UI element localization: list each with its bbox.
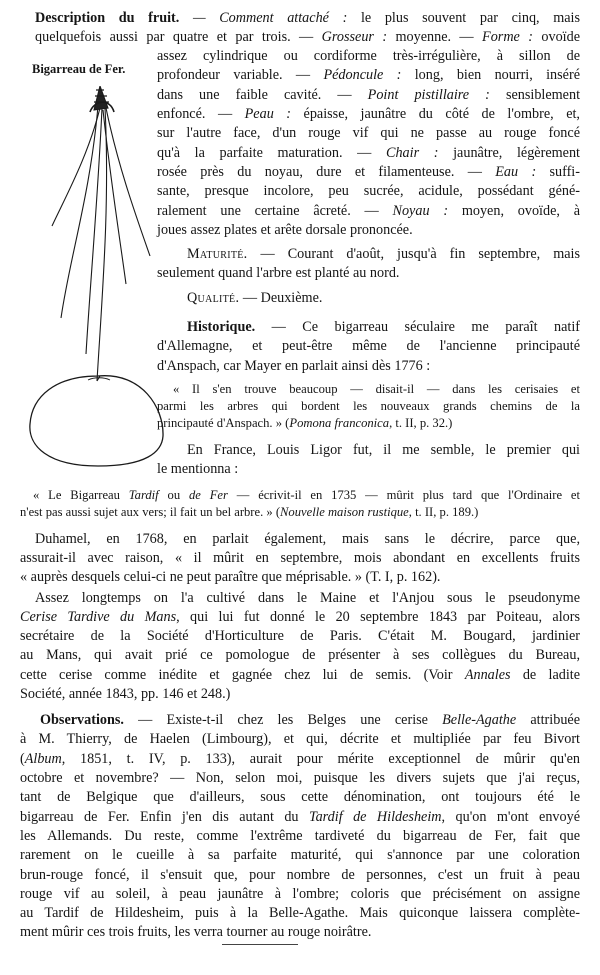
observations-line: octobre et novembre? — Non, selon moi, puisque les divers sujets que j'ai reçus, — [20, 770, 580, 786]
description-line: rosée près du noyau, dure et filamenteuse. — Eau : suffi- — [157, 164, 580, 180]
observations-line: Observations. — Existe-t-il chez les Belges une cerise Belle-Agathe attribuée — [40, 712, 581, 728]
description-line: sur l'autre face, d'un rouge vif qui ne passe au rouge foncé — [157, 125, 580, 141]
observations-line: brun-rouge foncé, il s'ensuit que, pour nombre de personnes, c'est un fruit à peau — [20, 867, 580, 883]
observations-heading: Observations. — [40, 712, 124, 728]
assez-line: Cerise Tardive du Mans, qui lui fut donné le 20 septembre 1843 par Poiteau, alors — [20, 609, 580, 625]
figure-caption: Bigarreau de Fer. — [32, 62, 126, 76]
mayer-quote-line: « Il s'en trouve beaucoup — disait-il — dans les cerisaies et — [173, 382, 580, 396]
observations-line: les Allemands. Du reste, comme l'extrême tardiveté du bigarreau de Fer, fait que — [20, 828, 580, 844]
duhamel-line: « auprès desquels celui-ci ne peut paraître que méprisable. » (T. I, p. 162). — [20, 569, 441, 585]
observations-line: tant de Belgique que d'ailleurs, sous cette dénomination, ont toujours été le — [20, 789, 580, 805]
end-rule — [222, 944, 298, 945]
assez-line: au Mans, qui avait prié ce pomologue de présenter à ses collègues du Bureau, — [20, 647, 580, 663]
qualite-line: Qualité. — Deuxième. — [187, 290, 323, 306]
ligor-quote-line: « Le Bigarreau Tardif ou de Fer — écrivit-il en 1735 — mûrit plus tard que l'Ordinaire et — [33, 488, 581, 502]
cherry-illustration-icon — [18, 86, 168, 468]
qualite-label: Qualité. — [187, 290, 240, 306]
observations-line: ment mûrir ces trois fruits, les verra tourner au rouge noirâtre. — [20, 924, 372, 940]
historique-heading: Historique. — [187, 319, 256, 335]
observations-line: rarement on le cueille à sa parfaite maturité, qui s'annonce par une coloration — [20, 847, 580, 863]
maturite-line: Maturité. — Courant d'août, jusqu'à fin septembre, mais — [187, 246, 580, 262]
historique-line: le mentionna : — [157, 461, 239, 477]
historique-line: d'Allemagne, et peut-être même de l'ancienne principauté — [157, 338, 580, 354]
historique-line: Historique. — Ce bigarreau séculaire me paraît natif — [187, 319, 580, 335]
description-line: quelquefois aussi par quatre et par trois. — Grosseur : moyenne. — Forme : ovoïde — [35, 29, 581, 45]
observations-line: à M. Thierry, de Haelen (Limbourg), et qui, décrite et multipliée par feu Bivort — [20, 731, 580, 747]
ligor-quote-line: n'est pas aussi sujet aux vers; il fait un bel arbre. » (Nouvelle maison rustique, t. II, p. 189.) — [20, 505, 479, 519]
historique-line: En France, Louis Ligor fut, il me semble, le premier qui — [187, 442, 580, 458]
observations-line: (Album, 1851, t. IV, p. 133), aurait pour mérite exceptionnel de mûrir qu'en — [20, 751, 580, 767]
observations-line: au Tardif de Hildesheim, puis à la Belle-Agathe. Mais quiconque laissera complète- — [20, 905, 580, 921]
description-line: enfoncé. — Peau : épaisse, jaunâtre du côté de l'ombre, et, — [157, 106, 580, 122]
assez-line: Assez longtemps on l'a cultivé dans le Maine et l'Anjou sous le pseudonyme — [35, 590, 580, 606]
description-line: profondeur variable. — Pédoncule : long, bien nourri, inséré — [157, 67, 580, 83]
assez-line: cette cerise comme inédite et gagnée chez lui de semis. (Voir Annales de ladite — [20, 667, 581, 683]
description-line: joues assez plates et arête dorsale prononcée. — [157, 222, 413, 238]
mayer-quote-line: principauté d'Anspach. » (Pomona franconica, t. II, p. 32.) — [157, 416, 453, 430]
mayer-quote-line: parmi les arbres qui bordent les nouveaux grands chemins de la — [157, 399, 580, 413]
assez-line: Société, année 1843, pp. 146 et 248.) — [20, 686, 231, 702]
description-line: ralement une certaine âcreté. — Noyau : moyen, ovoïde, à — [157, 203, 581, 219]
description-line: assez cylindrique ou cordiforme très-irrégulière, à sillon de — [157, 48, 580, 64]
description-line: Description du fruit. — Comment attaché : le plus souvent par cinq, mais — [35, 10, 581, 26]
observations-line: bigarreau de Fer. Enfin j'en dis autant du Tardif de Hildesheim, qu'on m'ont envoyé — [20, 809, 581, 825]
assez-line: secrétaire de la Société d'Horticulture de Paris. C'était M. Bougard, jardinier — [20, 628, 580, 644]
observations-line: rouge vif au soleil, à peau jaunâtre à l'ombre; coloris que précisément on assigne — [20, 886, 580, 902]
description-line: dans une faible cavité. — Point pistillaire : sensiblement — [157, 87, 581, 103]
description-line: qu'à la parfaite maturation. — Chair : jaunâtre, légèrement — [157, 145, 580, 161]
duhamel-line: assurait-il avec raison, « il mûrit en septembre, mois abondant en excellents fruits — [20, 550, 580, 566]
maturite-label: Maturité. — [187, 246, 248, 262]
duhamel-line: Duhamel, en 1768, en parlait également, mais sans le décrire, parce que, — [35, 531, 580, 547]
maturite-line: seulement quand l'arbre est planté au nord. — [157, 265, 400, 281]
historique-line: d'Anspach, car Mayer en parlait ainsi dès 1776 : — [157, 358, 431, 374]
description-heading: Description du fruit. — [35, 10, 180, 26]
description-line: sante, presque incolore, peu sucrée, acidule, possédant géné- — [157, 183, 580, 199]
